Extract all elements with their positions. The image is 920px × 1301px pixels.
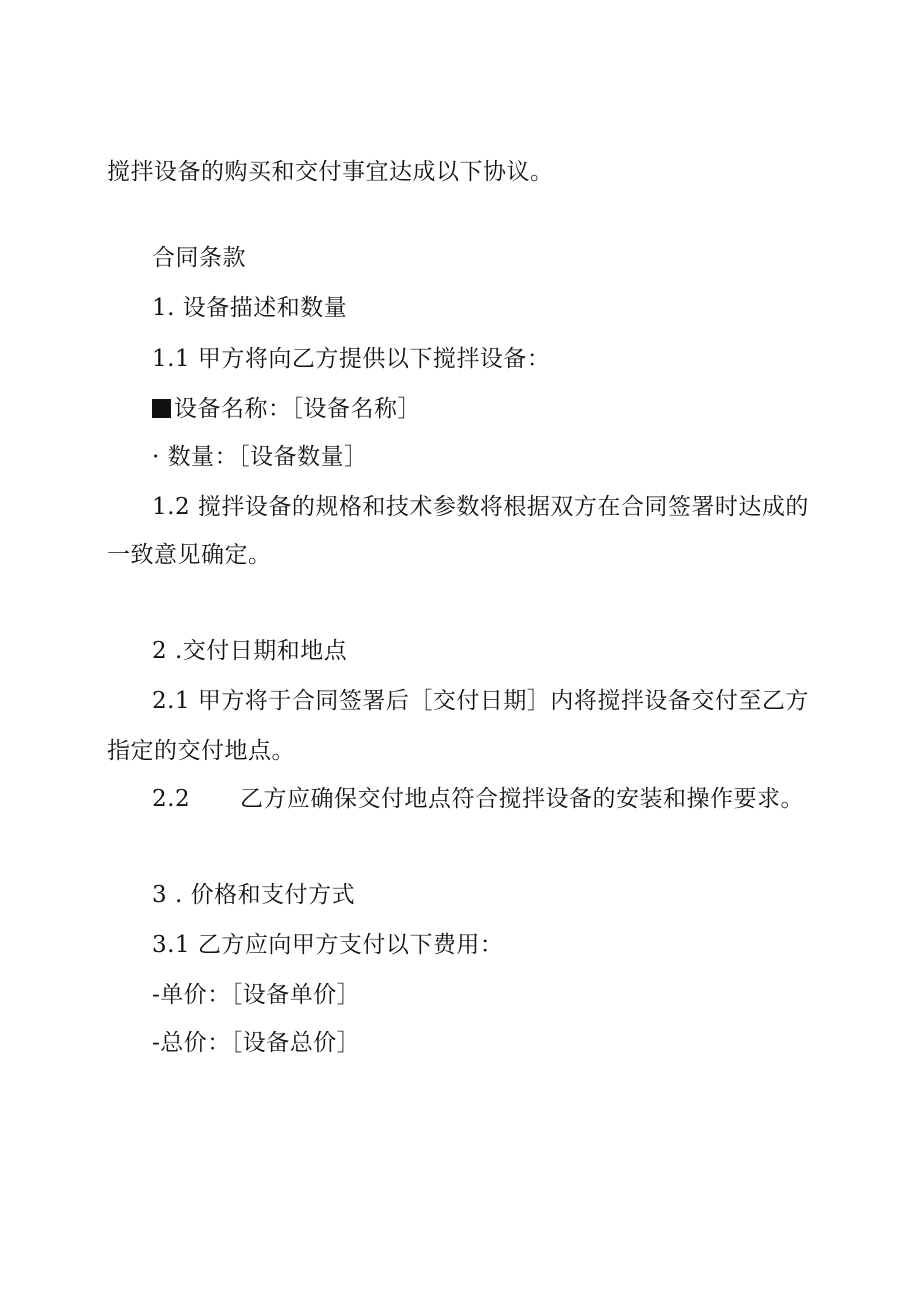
intro-line: 搅拌设备的购买和交付事宜达成以下协议。 <box>107 159 554 185</box>
section-1-title: 1. 设备描述和数量 <box>152 295 348 321</box>
clause-1-2-line1: 1.2 搅拌设备的规格和技术参数将根据双方在合同签署时达成的 <box>152 494 809 520</box>
section-3-title: 3 . 价格和支付方式 <box>152 882 356 908</box>
section-heading: 合同条款 <box>152 245 246 271</box>
section-2-title: 2 .交付日期和地点 <box>152 638 348 664</box>
clause-2-2-text: 乙方应确保交付地点符合搅拌设备的安装和操作要求。 <box>240 786 804 812</box>
clause-2-1-line2: 指定的交付地点。 <box>107 738 295 764</box>
clause-2-2-number: 2.2 <box>152 786 191 812</box>
clause-1-2-line2: 一致意见确定。 <box>107 542 272 568</box>
item-name-line <box>152 395 421 423</box>
clause-1-1: 1.1 甲方将向乙方提供以下搅拌设备： <box>152 346 551 372</box>
clause-2-1-line1: 2.1 甲方将于合同签署后［交付日期］内将搅拌设备交付至乙方 <box>152 688 809 714</box>
square-bullet-icon <box>152 399 171 418</box>
unit-price-line: -单价：［设备单价］ <box>152 982 361 1008</box>
item-name-text: 设备名称：［设备名称］ <box>174 396 421 422</box>
clause-3-1: 3.1 乙方应向甲方支付以下费用： <box>152 932 504 958</box>
total-price-line: -总价：［设备总价］ <box>152 1030 361 1056</box>
item-quantity-line: · 数量：［设备数量］ <box>152 444 368 470</box>
